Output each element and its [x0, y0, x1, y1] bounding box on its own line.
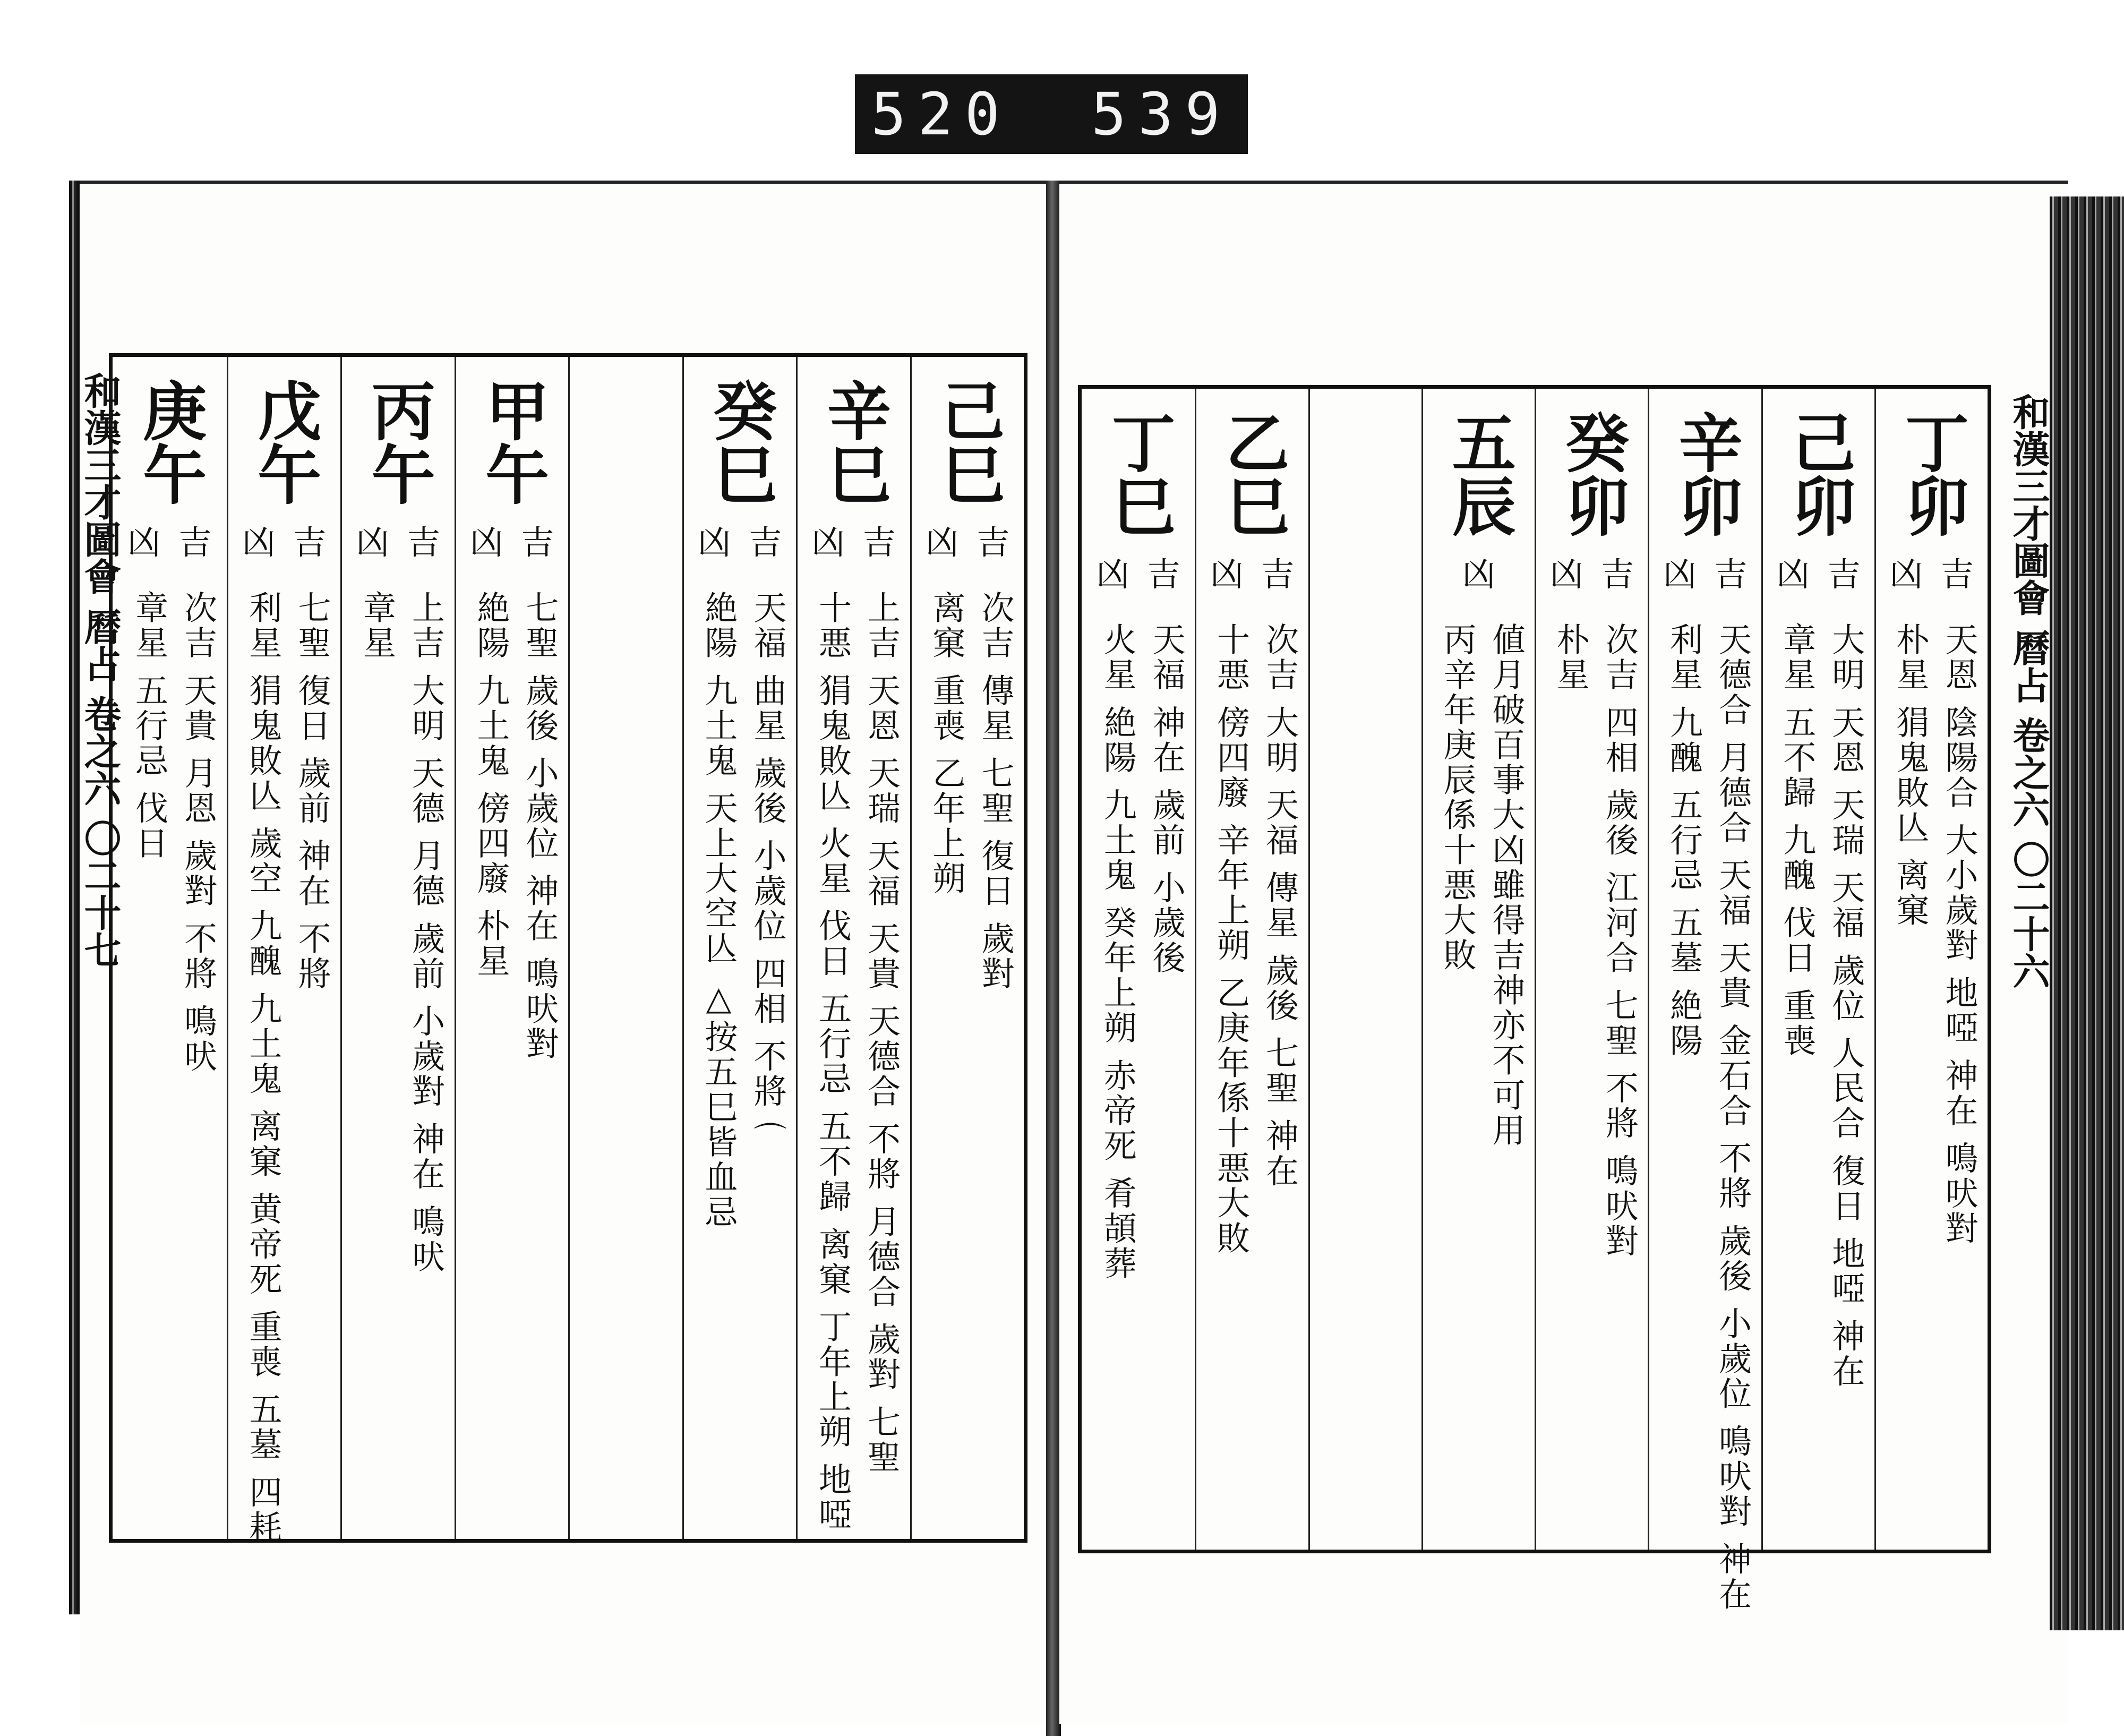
right-book-edge	[2050, 196, 2124, 1630]
column-heading: 癸巳	[703, 378, 778, 506]
left-page-margin-title: 和漢三才圖會 曆占 卷之六 〇二十七	[78, 372, 122, 969]
verdict-marks	[456, 516, 569, 563]
verdict-marks	[228, 516, 341, 563]
column-heading: 五辰	[1441, 410, 1517, 537]
column-heading: 戊午	[247, 378, 322, 506]
column-heading: 丁卯	[1894, 410, 1969, 537]
column-heading: 己卯	[1781, 410, 1856, 537]
verdict-mark: 凶	[1889, 555, 1923, 594]
column-body-text: 次吉 天貴 月恩 歲對 不將 鳴吠 章星 五行忌 伐日	[130, 591, 218, 1074]
column-heading: 己巳	[930, 378, 1006, 506]
column-body-text: 上吉 大明 天德 月德 歲前 小歲對 神在 鳴吠 章星	[357, 591, 446, 1275]
text-column	[1082, 389, 1195, 1550]
verdict-marks	[1763, 548, 1874, 595]
verdict-mark: 凶	[811, 523, 845, 562]
verdict-marks	[1536, 548, 1648, 595]
text-column	[227, 357, 341, 1545]
column-body-text: 天恩 陰陽合 大小歲對 地啞 神在 鳴吠對 朴星 狷鬼敗亾 离窠	[1891, 622, 1979, 1246]
verdict-mark: 凶	[242, 523, 276, 562]
verdict-mark: 吉	[977, 523, 1010, 562]
text-column	[340, 357, 455, 1539]
text-column	[682, 357, 796, 1539]
column-heading: 丁巳	[1101, 410, 1176, 537]
frame-number-left: 520	[871, 80, 1012, 148]
column-body-text: 天福 神在 歲前 小歲後 火星 絶陽 九土鬼 癸年上朔 赤帝死 肴頡葬	[1098, 622, 1186, 1281]
text-column	[796, 357, 910, 1539]
column-heading: 甲午	[475, 378, 550, 506]
verdict-mark: 吉	[1940, 555, 1974, 594]
column-body-text: 七聖 復日 歲前 神在 不將 利星 狷鬼敗亾 歲空 九醜 九土鬼 离窠 黄帝死 重喪 五墓 四耗	[244, 591, 331, 1545]
right-text-frame	[1078, 385, 1991, 1612]
verdict-mark: 凶	[926, 523, 959, 562]
verdict-marks	[113, 516, 227, 563]
verdict-mark: 吉	[1827, 555, 1861, 594]
column-heading: 乙巳	[1215, 410, 1290, 537]
text-column	[568, 357, 682, 1539]
verdict-mark: 凶	[1550, 555, 1583, 594]
text-column	[1874, 389, 1988, 1550]
verdict-mark: 吉	[1714, 555, 1748, 594]
verdict-marks	[1082, 548, 1195, 595]
verdict-marks	[1423, 548, 1535, 595]
text-column	[455, 357, 569, 1539]
right-page-margin-title: 和漢三才圖會 曆占 卷之六 〇二十六	[2007, 393, 2051, 990]
verdict-mark: 吉	[178, 523, 212, 562]
column-heading: 庚午	[132, 378, 208, 506]
text-column	[1421, 389, 1535, 1550]
verdict-mark: 凶	[698, 523, 731, 562]
column-heading: 辛卯	[1668, 410, 1743, 537]
left-text-frame	[109, 353, 1027, 1543]
text-column	[1761, 389, 1874, 1550]
column-heading: 辛巳	[816, 378, 892, 506]
verdict-mark: 凶	[470, 523, 503, 562]
column-body-text: 天福 曲星 歲後 小歲位 四相 不將 ⌒ 絶陽 九土鬼 天上大空亾 △按五巳皆血忌	[699, 591, 787, 1230]
verdict-mark: 凶	[1210, 555, 1244, 594]
verdict-marks	[912, 516, 1024, 563]
column-body-text: 上吉 天恩 天瑞 天福 天貴 天德合 不將 月德合 歲對 七聖 十悪 狷鬼敗亾 火星 伐日 五行忌 五不歸 离窠 丁年上朔 地啞	[813, 591, 901, 1533]
verdict-marks	[798, 516, 910, 563]
verdict-marks	[1876, 548, 1988, 595]
verdict-marks	[684, 516, 796, 563]
frame-number-right: 539	[1091, 80, 1232, 148]
text-column	[1648, 389, 1761, 1612]
column-heading: 丙午	[361, 378, 436, 506]
verdict-mark: 吉	[749, 523, 782, 562]
verdict-marks	[342, 516, 455, 563]
book-spine	[1046, 181, 1061, 1736]
verdict-mark: 吉	[407, 523, 440, 562]
verdict-mark: 凶	[1462, 555, 1495, 594]
verdict-mark: 吉	[862, 523, 896, 562]
column-body-text: 天德合 月德合 天福 天貴 金石合 不將 歲後 小歲位 鳴吠對 神在 利星 九醜 五行忌 五墓 絶陽	[1664, 622, 1752, 1612]
verdict-mark: 吉	[1261, 555, 1295, 594]
text-column	[1308, 389, 1421, 1550]
text-column	[1195, 389, 1308, 1550]
column-body-text: 値月破百事大凶雖得吉神亦不可用 丙辛年庚辰係十悪大敗	[1438, 622, 1526, 1148]
verdict-mark: 吉	[293, 523, 327, 562]
verdict-mark: 凶	[1776, 555, 1810, 594]
column-body-text: 七聖 歲後 小歲位 神在 鳴吠對 絶陽 九土鬼 傍四廢 朴星	[472, 591, 559, 1062]
verdict-marks	[1649, 548, 1761, 595]
verdict-mark: 吉	[521, 523, 554, 562]
verdict-mark: 凶	[1096, 555, 1129, 594]
column-body-text: 大明 天恩 天瑞 天福 歲位 人民合 復日 地啞 神在 章星 五不歸 九醜 伐日 重喪	[1777, 622, 1865, 1389]
column-heading: 癸卯	[1555, 410, 1630, 537]
column-body-text: 次吉 四相 歲後 江河合 七聖 不將 鳴吠對 朴星	[1551, 622, 1639, 1259]
verdict-mark: 吉	[1601, 555, 1634, 594]
column-body-text: 次吉 大明 天福 傳星 歲後 七聖 神在 十悪 傍四廢 辛年上朔 乙庚年係十悪大敗	[1211, 622, 1299, 1256]
text-column	[1535, 389, 1648, 1550]
column-body-text: 次吉 傳星 七聖 復日 歲對 离窠 重喪 乙年上朔	[927, 591, 1015, 991]
verdict-mark: 凶	[127, 523, 161, 562]
verdict-marks	[1196, 548, 1308, 595]
film-frame-label	[855, 74, 1248, 154]
text-column	[910, 357, 1024, 1539]
verdict-mark: 凶	[356, 523, 389, 562]
verdict-mark: 吉	[1147, 555, 1180, 594]
verdict-mark: 凶	[1663, 555, 1697, 594]
text-column	[113, 357, 227, 1539]
